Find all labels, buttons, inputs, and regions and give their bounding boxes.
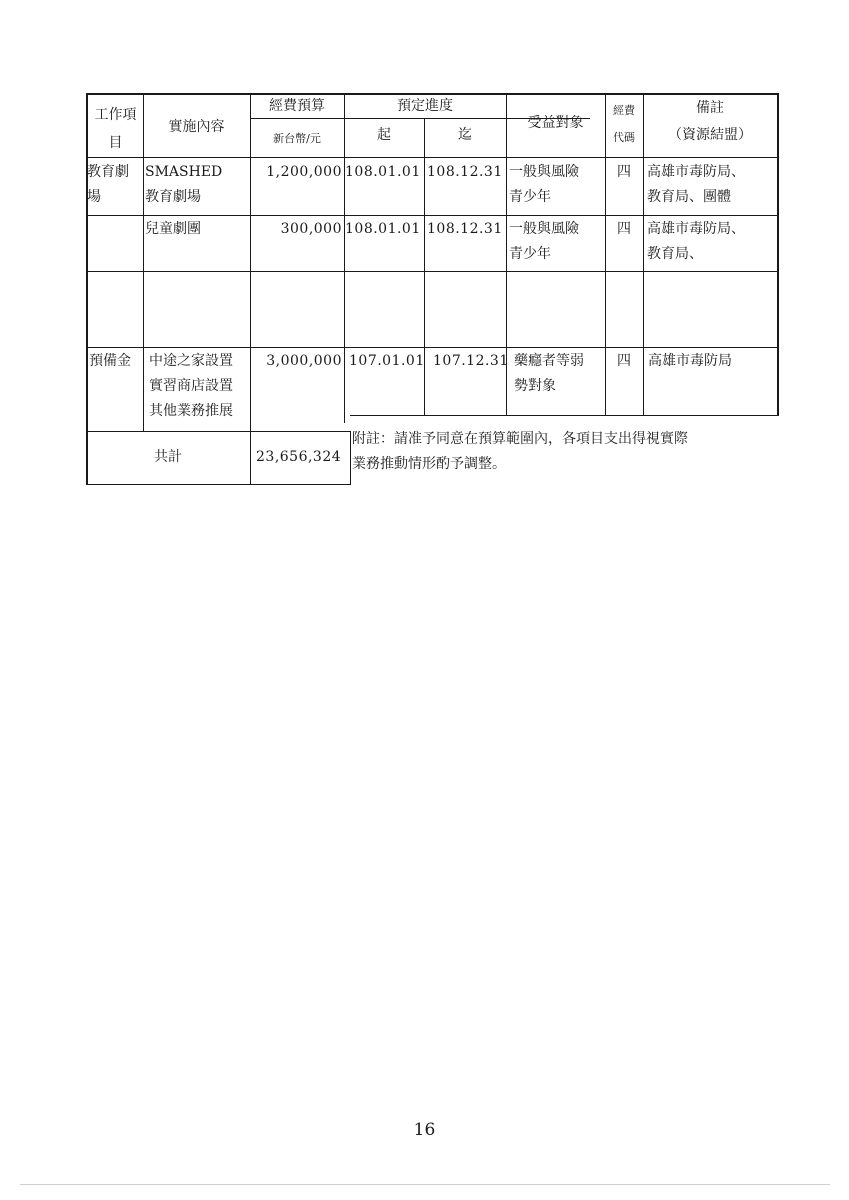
row4-bottom-line-right — [350, 415, 779, 416]
col-line-3b — [350, 431, 351, 485]
row4-content-l2: 實習商店設置 — [149, 378, 233, 394]
col-line-2 — [250, 93, 251, 485]
row2-budget: 300,000 — [280, 221, 342, 237]
row1-budget: 1,200,000 — [266, 164, 342, 180]
header-fund-code-l1: 經費 — [613, 104, 635, 117]
note-line-2: 業務推動情形酌予調整。 — [352, 456, 506, 472]
row1-remarks-l1: 高雄市毒防局、 — [647, 164, 745, 180]
row4-content-l3: 其他業務推展 — [149, 403, 233, 419]
row4-remarks: 高雄市毒防局 — [648, 353, 732, 369]
row1-start: 108.01.01 — [345, 164, 421, 180]
row2-remarks-l2: 教育局、 — [647, 246, 703, 262]
header-remarks-l2: （資源結盟） — [668, 127, 752, 143]
row2-code: 四 — [617, 221, 631, 237]
header-start: 起 — [377, 127, 391, 143]
header-budget: 經費預算 — [269, 98, 325, 114]
row4-end: 107.12.31 — [433, 353, 509, 369]
row1-beneficiary-l1: 一般與風險 — [509, 164, 579, 180]
row4-code: 四 — [617, 353, 631, 369]
header-bottom-line — [86, 157, 779, 158]
row1-content-l1: SMASHED — [145, 164, 223, 180]
table-border-bottom — [86, 484, 350, 485]
header-budget-unit: 新台幣/元 — [273, 132, 321, 145]
row4-work-item: 預備金 — [89, 353, 131, 369]
row1-work-item-l2: 場 — [87, 189, 101, 205]
table-border-right — [777, 93, 779, 415]
col-line-1 — [143, 93, 144, 431]
row4-content-l1: 中途之家設置 — [149, 353, 233, 369]
row1-bottom-line — [86, 215, 779, 216]
header-schedule: 預定進度 — [397, 98, 453, 114]
row2-end: 108.12.31 — [427, 221, 503, 237]
row3-bottom-line — [86, 347, 779, 348]
header-remarks-l1: 備註 — [696, 100, 724, 116]
total-label: 共計 — [154, 449, 182, 465]
row2-start: 108.01.01 — [345, 221, 421, 237]
row4-bottom-line — [86, 431, 350, 432]
row2-content-l1: 兒童劇團 — [145, 221, 201, 237]
header-end: 迄 — [458, 127, 472, 143]
header-work-item-l2: 目 — [108, 135, 123, 151]
row1-work-item-l1: 教育劇 — [87, 164, 129, 180]
row2-beneficiary-l1: 一般與風險 — [509, 221, 579, 237]
footer-line — [20, 1184, 830, 1185]
header-work-item-l1: 工作項 — [94, 107, 137, 123]
row2-remarks-l1: 高雄市毒防局、 — [647, 221, 745, 237]
row2-beneficiary-l2: 青少年 — [509, 246, 551, 262]
note-line-1: 附註：請准予同意在預算範圍內，各項目支出得視實際 — [352, 431, 688, 447]
row4-budget: 3,000,000 — [266, 353, 342, 369]
row1-beneficiary-l2: 青少年 — [509, 189, 551, 205]
header-beneficiary: 受益對象 — [527, 115, 584, 131]
row2-bottom-line — [86, 271, 779, 272]
row4-beneficiary-l2: 勢對象 — [514, 378, 556, 394]
header-content: 實施內容 — [168, 119, 225, 135]
row1-remarks-l2: 教育局、團體 — [647, 189, 731, 205]
total-amount: 23,656,324 — [256, 449, 342, 465]
row1-end: 108.12.31 — [427, 164, 503, 180]
row4-start: 107.01.01 — [349, 353, 425, 369]
row1-content-l2: 教育劇場 — [145, 189, 201, 205]
row4-beneficiary-l1: 藥癮者等弱 — [514, 353, 584, 369]
row1-code: 四 — [617, 164, 631, 180]
page-number: 16 — [413, 1120, 436, 1140]
header-fund-code-l2: 代碼 — [613, 131, 635, 144]
